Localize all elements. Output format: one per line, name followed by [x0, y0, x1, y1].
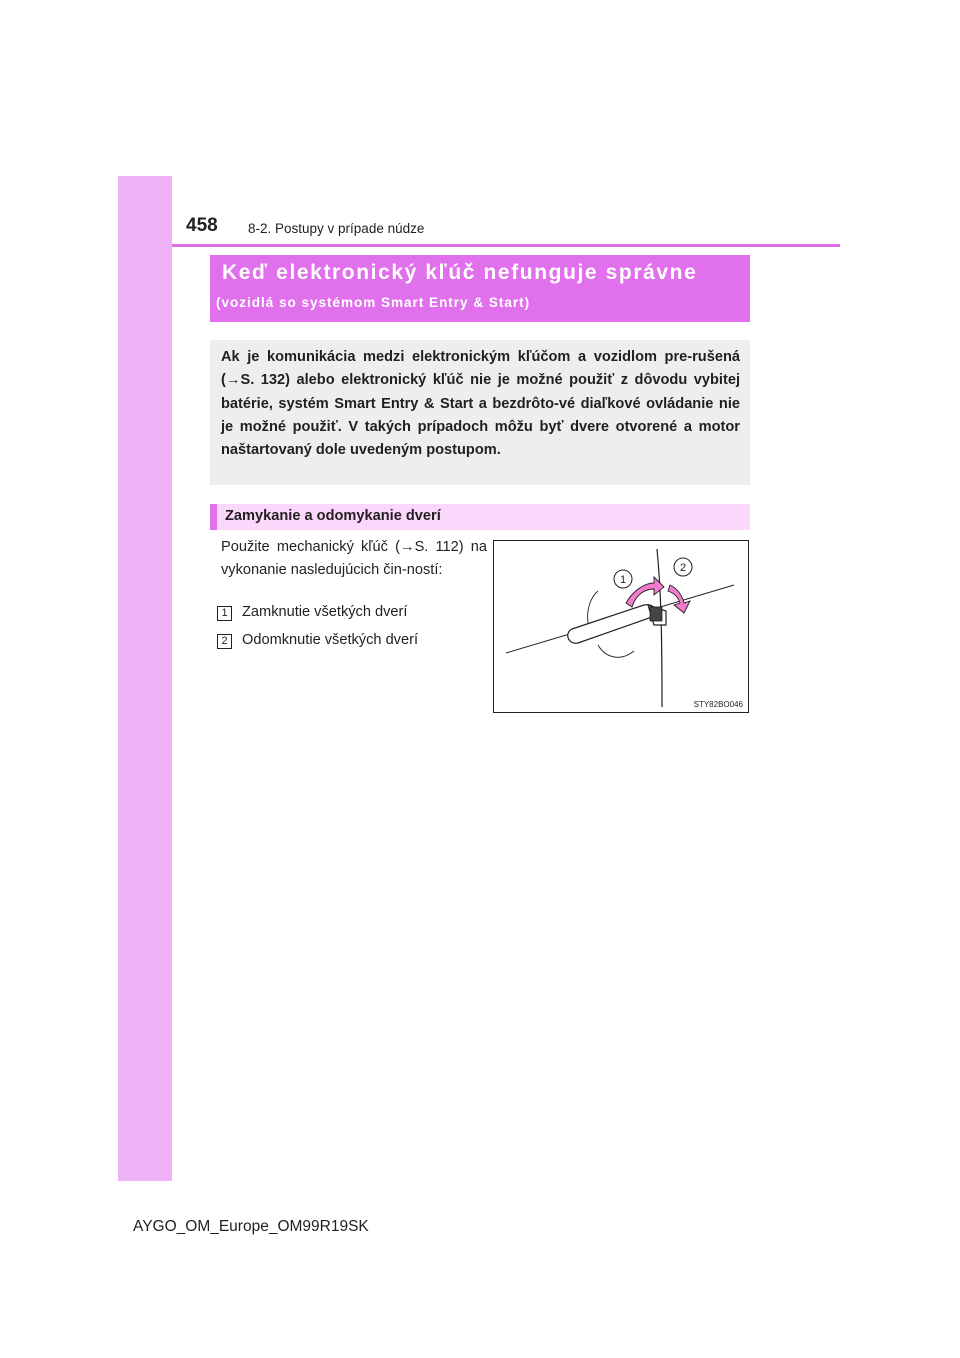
instruction-text: Použite mechanický kľúč (→S. 112) na vykonanie nasledujúcich čin-ností: [221, 539, 487, 578]
callout-1: 1 [619, 574, 627, 586]
step-number-badge: 1 [217, 606, 232, 621]
page-subtitle: (vozidlá so systémom Smart Entry & Start) [216, 295, 531, 310]
door-handle-drawing [494, 541, 748, 712]
step-number-badge: 2 [217, 634, 232, 649]
page-number: 458 [186, 215, 218, 236]
subsection-title: Zamykanie a odomykanie dverí [225, 508, 441, 524]
side-tab [118, 176, 172, 1181]
intro-text: Ak je komunikácia medzi elektronickým kľúčom a vozidlom pre-rušená (→S. 132) alebo elektronický kľúč nie je možné použiť z dôvodu vybitej batérie, systém Smart Entry & Start a bezdrôto-vé diaľkové ovládanie nie je možné použiť. V takých prípadoch môžu byť dvere otvorené a motor naštartovaný dole uvedeným postupom. [221, 349, 740, 459]
header-rule [172, 244, 840, 247]
subsection-header [210, 504, 750, 530]
step-label: Odomknutie všetkých dverí [242, 632, 419, 648]
title-banner [210, 255, 750, 322]
page-title: Keď elektronický kľúč nefunguje správne [222, 261, 698, 284]
footer-doc-id: AYGO_OM_Europe_OM99R19SK [133, 1218, 369, 1235]
section-title: 8-2. Postupy v prípade núdze [248, 221, 425, 236]
intro-box [210, 340, 750, 485]
step-label: Zamknutie všetkých dverí [242, 604, 408, 620]
callout-2: 2 [679, 562, 687, 574]
subsection-accent-bar [210, 504, 217, 530]
figure-code: STY82BO046 [693, 700, 743, 709]
door-handle-illustration [493, 540, 749, 713]
